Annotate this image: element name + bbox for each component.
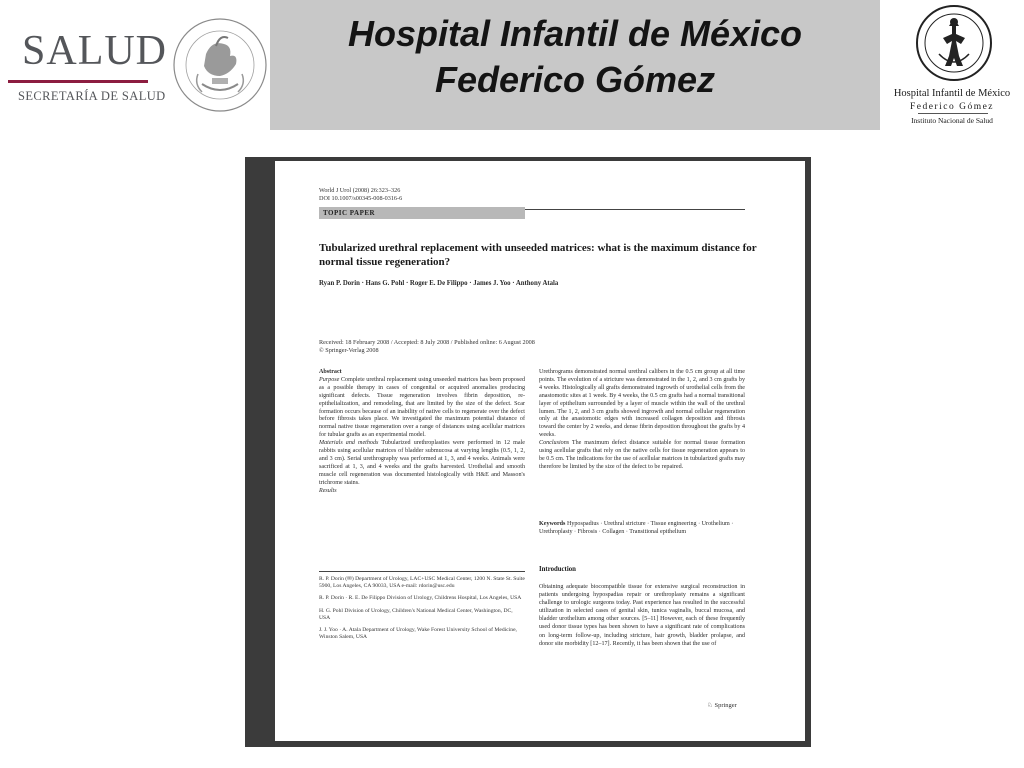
title-banner <box>270 0 880 130</box>
header <box>0 0 1024 130</box>
mexico-coat-of-arms-icon <box>172 4 268 126</box>
salud-logo-subtitle: SECRETARÍA DE SALUD <box>18 89 166 103</box>
salud-logo-bar <box>8 80 148 83</box>
conclusions-text: The maximum defect distance suitable for normal tissue formation using acellular grafts that rely on the native cells for tissue regeneration appears to be 0.5 cm. The indications for the use of acellular matrices in tubularized grafts may therefore be limited by the size of the defect to be repaired. <box>539 440 745 470</box>
hospital-logo-institute: Instituto Nacional de Salud <box>911 116 993 125</box>
abstract-column-right <box>539 369 745 472</box>
results-label: Results <box>319 487 337 494</box>
results-text: Urethrograms demonstrated normal urethral calibers in the 0.5 cm group at all time points. The evolution of a stricture was demonstrated in the 1, 2, and 3 cm grafts by 4 weeks. Histologically all grafts demonstrated ingrowth of urothelial cells from the anastomotic sites at 1 week. By 4 weeks, the 0.5 cm grafts had a normal transitional layer of epithelium surrounded by a layer of muscle within the wall of the urethral lumen. The 1, 2, and 3 cm grafts showed ingrowth and normal cellular regeneration only at the anastomotic edges with increased collagen deposition and fibrosis toward the center by 2 weeks, and dense fibrin deposition throughout the grafts by 4 weeks. <box>539 369 745 439</box>
publisher-name: Springer <box>714 702 737 709</box>
abstract-conclusions <box>539 440 745 472</box>
page-title-line1: Hospital Infantil de México <box>347 13 803 54</box>
salud-logo <box>0 0 168 130</box>
article-title: Tubularized urethral replacement with unseeded matrices: what is the maximum distance for normal tissue regeneration? <box>319 242 757 268</box>
hospital-logo-name2: Federico Gómez <box>909 102 995 112</box>
introduction-text: Obtaining adequate biocompatible tissue for extensive surgical reconstruction in patients undergoing hypospadias repair or urethroplasty remains a significant challenge to urologic surgeons today. Past experience has resulted in the successful utilization in selected cases of genital skin, tunica vaginalis, buccal mucosa, and bladder urothelium among other sources. [5–11] However, each of these frequently used donor tissue types has been shown to have a significant rate of complications on long-term follow-up, including stricture, hair growth, bladder prolapse, and donor site morbidity [12–17]. Recently, it has been shown that the use of <box>539 584 745 647</box>
article-authors: Ryan P. Dorin · Hans G. Pohl · Roger E. De Filippo · James J. Yoo · Anthony Atala <box>319 280 559 287</box>
affiliation-item: H. G. Pohl Division of Urology, Children's National Medical Center, Washington, DC, USA <box>319 607 513 621</box>
scanned-paper-page <box>275 161 805 741</box>
abstract-results-start <box>319 488 525 496</box>
purpose-text: Complete urethral replacement using unseeded matrices has been proposed as a possible therapy in cases of congenital or acquired anomalies producing significant defects. Tissue regeneration involves fibrin deposition, re-epithelialization, and remodeling, that are limited by the size of the defect. Scar formation occurs because of an inability of native cells to regenerate over the defect before fibrosis takes place. We investigated the maximum potential distance of normal native tissue regeneration over a range of distances using acellular matrices for tubular grafts as an experimental model. <box>319 376 525 439</box>
abstract-purpose <box>319 377 525 440</box>
author-affiliations <box>319 576 525 646</box>
hospital-logo-name: Hospital Infantil de México <box>893 88 1011 99</box>
citation-line: World J Urol (2008) 26:323–326 <box>319 187 401 194</box>
hospital-emblem-icon <box>915 4 993 82</box>
hospital-logo <box>880 0 1024 130</box>
introduction-heading: Introduction <box>539 566 576 573</box>
section-label: TOPIC PAPER <box>319 207 525 219</box>
received-line: Received: 18 February 2008 / Accepted: 8 July 2008 / Published online: 6 August 2008 <box>319 339 535 346</box>
abstract-methods <box>319 440 525 487</box>
springer-logo-icon: ♘ <box>707 702 713 709</box>
doi-line: DOI 10.1007/s00345-008-0316-6 <box>319 195 403 202</box>
footnote-rule <box>319 571 525 572</box>
keywords-text: Hypospadius · Urethral stricture · Tissue engineering · Urothelium · Urethroplasty · Fibrosis · Collagen · Transitional epithelium <box>539 521 734 535</box>
keywords <box>539 521 745 537</box>
article-dates <box>319 339 759 355</box>
publisher-mark <box>707 701 737 709</box>
keywords-label: Keywords <box>539 521 566 527</box>
hospital-logo-divider <box>918 113 988 114</box>
conclusions-label: Conclusions <box>539 440 570 447</box>
abstract-heading: Abstract <box>319 369 342 375</box>
abstract-results <box>539 369 745 440</box>
affiliation-item: R. P. Dorin (✉) Department of Urology, LAC+USC Medical Center, 1200 N. State St. Suite 5900, Los Angeles, CA 90033, USA e-mail: rdorin@usc.edu <box>319 576 525 590</box>
salud-logo-word: SALUD <box>22 28 168 74</box>
scanned-paper-frame <box>245 157 811 747</box>
page-title-line2: Federico Gómez <box>434 59 716 100</box>
affiliation-item: J. J. Yoo · A. Atala Department of Urology, Wake Forest University School of Medicine, Winston Salem, USA <box>319 627 517 641</box>
abstract-column-left <box>319 369 525 496</box>
affiliation-item: R. P. Dorin · R. E. De Filippo Division of Urology, Childrens Hospital, Los Angeles, USA <box>319 595 522 602</box>
copyright-line: © Springer-Verlag 2008 <box>319 347 379 354</box>
journal-citation <box>319 187 402 203</box>
methods-label: Materials and methods <box>319 440 379 447</box>
purpose-label: Purpose <box>319 376 340 383</box>
methods-text: Tubularized urethroplasties were performed in 12 male rabbits using acellular matrices of bladder submucosa at varying lengths (0.5, 1, 2, and 3 cm). Serial urethrography was performed at 1, 3, and 4 weeks. Animals were sacrificed at 1, 3, and 4 weeks and the grafts harvested. Urothelial and smooth muscle cell regeneration was documented histologically with H&E and Masson's trichrome stains. <box>319 440 525 486</box>
